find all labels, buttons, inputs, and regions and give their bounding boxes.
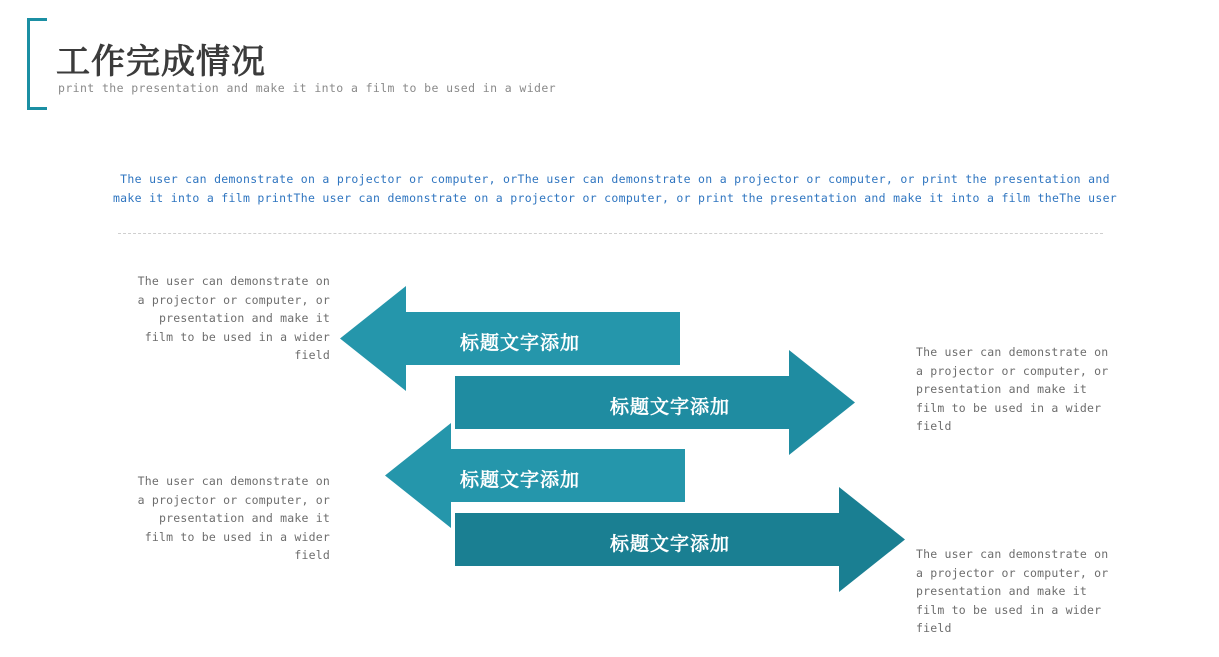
description-top-right: The user can demonstrate on a projector or computer, or presentation and make it film to be used in a wider field <box>916 345 1109 433</box>
arrow-3-label: 标题文字添加 <box>460 469 581 491</box>
intro-paragraph: The user can demonstrate on a projector or computer, orThe user can demonstrate on a projector or computer, or print the presentation and make it into a film printThe user can demonstrate on a projector or computer, or print the presentation and make it into a film theThe user <box>112 172 1118 205</box>
description-top-left: The user can demonstrate on a projector or computer, or presentation and make it film to be used in a wider field <box>137 274 330 362</box>
slide-header <box>0 0 1219 130</box>
arrow-4[interactable] <box>455 487 905 592</box>
section-divider <box>118 233 1103 234</box>
description-bottom-right: The user can demonstrate on a projector or computer, or presentation and make it film to be used in a wider field <box>916 547 1109 635</box>
arrow-4-label: 标题文字添加 <box>610 533 731 555</box>
arrow-diagram <box>0 255 1219 655</box>
page-subtitle: print the presentation and make it into a film to be used in a wider <box>58 81 557 95</box>
arrow-1-label: 标题文字添加 <box>460 332 581 354</box>
arrow-2-label: 标题文字添加 <box>610 396 731 418</box>
page-title: 工作完成情况 <box>56 42 266 82</box>
description-bottom-left: The user can demonstrate on a projector or computer, or presentation and make it film to be used in a wider field <box>137 474 330 562</box>
